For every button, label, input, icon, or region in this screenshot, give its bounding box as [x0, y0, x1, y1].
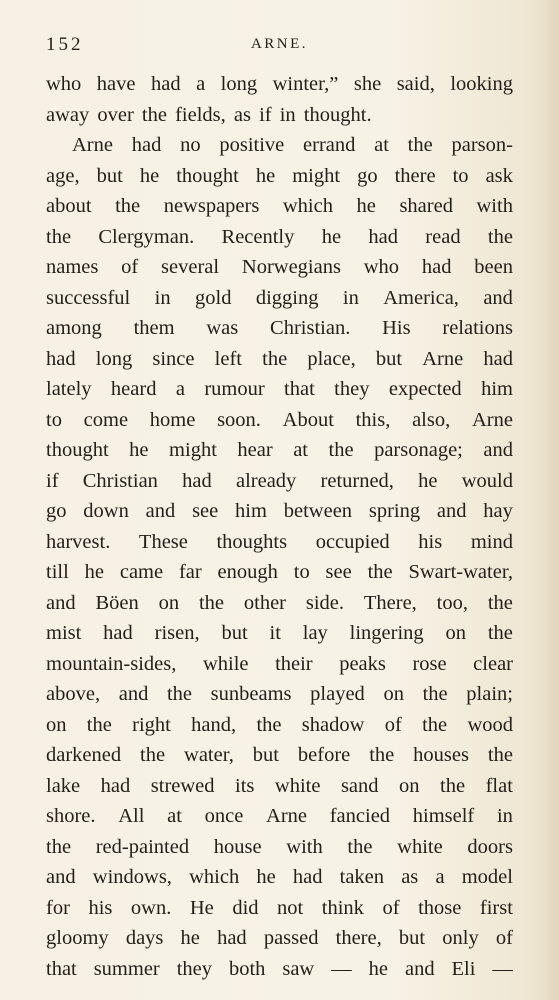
text-line: successful in gold digging in America, and — [46, 286, 513, 309]
page-edge-shading — [545, 0, 559, 1000]
text-line: on the right hand, the shadow of the wood — [46, 713, 513, 736]
text-line: mist had risen, but it lay lingering on the — [46, 622, 513, 644]
text-line: shore. All at once Arne fancied himself in — [46, 805, 513, 827]
text-line: to come home soon. About this, also, Arne — [46, 408, 513, 431]
text-line: harvest. These thoughts occupied his mind — [46, 530, 513, 553]
text-line: names of several Norwegians who had been — [46, 256, 513, 278]
text-line: Arne had no positive errand at the parson- — [72, 134, 513, 156]
text-line: if Christian had already returned, he would — [46, 469, 513, 492]
running-head: ARNE. — [250, 36, 309, 52]
page-header — [46, 34, 513, 58]
text-line: the red-painted house with the white doors — [46, 835, 513, 858]
text-line: and windows, which he had taken as a model — [46, 866, 513, 888]
text-line: and Böen on the other side. There, too, the — [46, 591, 513, 614]
text-line: go down and see him between spring and hay — [46, 500, 513, 522]
text-line: among them was Christian. His relations — [46, 317, 513, 339]
text-line: who have had a long winter,” she said, looking — [46, 73, 513, 95]
text-line: till he came far enough to see the Swart-water, — [46, 561, 513, 583]
text-line: above, and the sunbeams played on the plain; — [46, 683, 513, 705]
text-line: age, but he thought he might go there to ask — [46, 164, 513, 187]
text-line: mountain-sides, while their peaks rose clear — [46, 652, 513, 675]
text-line: that summer they both saw — he and Eli — — [46, 957, 513, 980]
text-line: the Clergyman. Recently he had read the — [46, 225, 513, 248]
page-number: 152 — [46, 34, 84, 55]
text-line: darkened the water, but before the houses the — [46, 744, 513, 766]
text-line: had long since left the place, but Arne had — [46, 347, 513, 370]
text-line: about the newspapers which he shared with — [46, 195, 513, 217]
body-text — [46, 69, 513, 984]
text-line: gloomy days he had passed there, but only of — [46, 927, 513, 949]
text-line: away over the fields, as if in thought. — [46, 103, 372, 126]
text-line: lately heard a rumour that they expected him — [46, 378, 513, 400]
text-line: for his own. He did not think of those first — [46, 896, 513, 919]
text-line: lake had strewed its white sand on the flat — [46, 774, 513, 797]
text-line: thought he might hear at the parsonage; and — [46, 439, 513, 461]
